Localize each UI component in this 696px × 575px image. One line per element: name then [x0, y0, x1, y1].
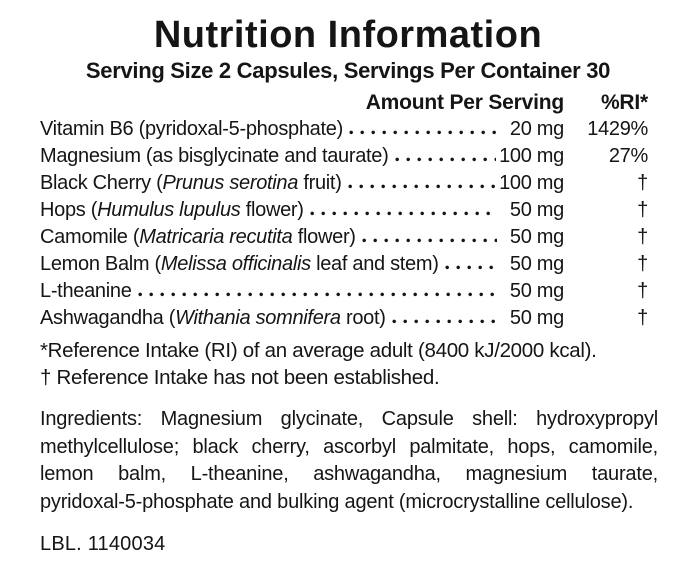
- amount-value: 50 mg: [509, 280, 564, 302]
- ingredients-line: methylcellulose; black cherry, ascorbyl palmitate, hops, camomile,: [40, 435, 658, 458]
- percent-ri-value: †: [637, 253, 648, 275]
- amount-per-serving-header: Amount Per Serving: [365, 91, 564, 114]
- percent-ri-value: 1429%: [587, 118, 648, 140]
- footnote-reference-intake: *Reference Intake (RI) of an average adult (8400 kJ/2000 kcal).: [40, 339, 597, 362]
- dot-leader: [310, 211, 497, 216]
- table-row: [40, 305, 648, 332]
- dot-leader: [349, 130, 497, 135]
- table-row: [40, 116, 648, 143]
- percent-ri-value: †: [637, 226, 648, 248]
- ingredients-line: lemon balm, L-theanine, ashwagandha, magnesium taurate,: [40, 463, 658, 485]
- table-row: [40, 278, 648, 305]
- nutrient-name: Hops (Humulus lupulus flower): [40, 199, 304, 221]
- percent-ri-header: %RI*: [600, 91, 648, 114]
- table-row: [40, 224, 648, 251]
- amount-value: 100 mg: [499, 172, 564, 194]
- percent-ri-value: †: [637, 199, 648, 221]
- table-row: [40, 197, 648, 224]
- nutrient-name: Magnesium (as bisglycinate and taurate): [40, 145, 389, 167]
- dot-leader: [348, 184, 497, 189]
- supplement-facts-table: [40, 89, 648, 332]
- table-row: [40, 143, 648, 170]
- percent-ri-value: †: [637, 280, 648, 302]
- table-header-row: [40, 89, 648, 116]
- percent-ri-value: †: [637, 172, 648, 194]
- footnotes: [40, 337, 656, 391]
- table-row: [40, 251, 648, 278]
- nutrient-name: Lemon Balm (Melissa officinalis leaf and stem): [40, 253, 439, 275]
- footnote-dagger: † Reference Intake has not been established.: [40, 366, 440, 389]
- amount-value: 50 mg: [509, 226, 564, 248]
- nutrient-name: Black Cherry (Prunus serotina fruit): [40, 172, 342, 194]
- dot-leader: [362, 238, 497, 243]
- amount-value: 50 mg: [509, 199, 564, 221]
- nutrient-name: Vitamin B6 (pyridoxal-5-phosphate): [40, 118, 343, 140]
- amount-value: 100 mg: [499, 145, 564, 167]
- nutrient-name: L-theanine: [40, 280, 132, 302]
- label-code: LBL. 1140034: [40, 533, 166, 555]
- ingredients-paragraph: [40, 406, 658, 516]
- amount-value: 50 mg: [509, 253, 564, 275]
- ingredients-line: pyridoxal-5-phosphate and bulking agent (microcrystalline cellulose).: [40, 490, 634, 513]
- table-body: [40, 116, 648, 332]
- dot-leader: [445, 265, 497, 270]
- nutrient-name: Camomile (Matricaria recutita flower): [40, 226, 356, 248]
- percent-ri-value: †: [637, 307, 648, 329]
- serving-info: Serving Size 2 Capsules, Servings Per Container 30: [85, 58, 611, 83]
- ingredients-line: Ingredients: Magnesium glycinate, Capsule shell: hydroxypropyl: [40, 408, 658, 430]
- dot-leader: [138, 292, 497, 297]
- amount-value: 20 mg: [509, 118, 564, 140]
- amount-value: 50 mg: [509, 307, 564, 329]
- dot-leader: [395, 157, 497, 162]
- dot-leader: [392, 319, 497, 324]
- page-title: Nutrition Information: [153, 14, 543, 56]
- table-row: [40, 170, 648, 197]
- percent-ri-value: 27%: [608, 145, 648, 167]
- nutrient-name: Ashwagandha (Withania somnifera root): [40, 307, 386, 329]
